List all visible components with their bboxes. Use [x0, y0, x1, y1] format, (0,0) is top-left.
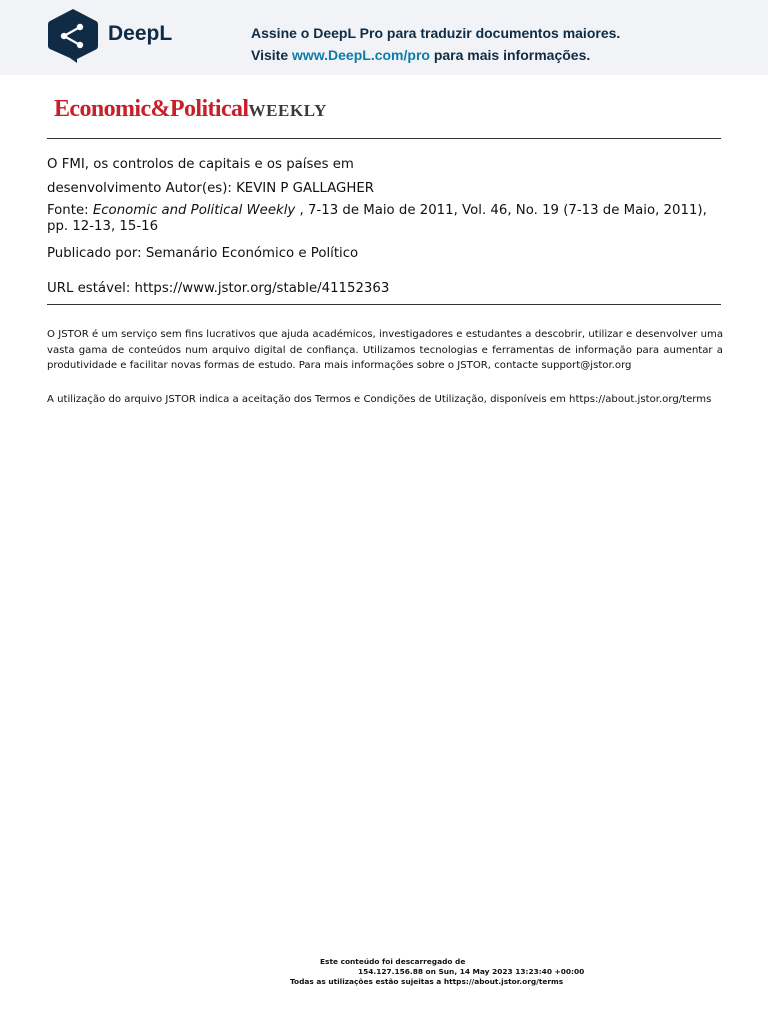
deepl-banner: [0, 0, 768, 75]
masthead-weekly: WEEKLY: [248, 101, 328, 120]
article-source: [47, 203, 723, 235]
article-title-line-1: O FMI, os controlos de capitais e os países em: [47, 157, 354, 172]
source-details: , 7-13 de Maio de 2011, Vol. 46, No. 19 (7-13 de Maio, 2011), pp. 12-13, 15-16: [47, 203, 707, 234]
stable-url[interactable]: URL estável: https://www.jstor.org/stable/41152363: [47, 281, 390, 296]
promo-suffix: para mais informações.: [429, 47, 591, 63]
jstor-description: O JSTOR é um serviço sem fins lucrativos que ajuda académicos, investigadores e estudantes a descobrir, utilizar e desenvolver uma vasta gama de conteúdos num arquivo digital de confiança. Utilizamos tecnologias e ferramentas de informação para aumentar a produtividade e facilitar novas formas de estudo. Para mais informações sobre o JSTOR, contacte support@jstor.org: [47, 329, 723, 372]
footer-ip-timestamp: 154.127.156.88 on Sun, 14 May 2023 13:23:40 +00:00: [358, 967, 585, 976]
footer-downloaded-from: Este conteúdo foi descarregado de: [320, 957, 466, 966]
promo-prefix: Visite: [251, 47, 292, 63]
deepl-wordmark[interactable]: DeepL: [108, 22, 173, 45]
divider-top: [47, 138, 721, 139]
source-journal: Economic and Political Weekly: [92, 203, 296, 218]
divider-middle: [47, 304, 721, 305]
masthead-main: Economic&Political: [54, 96, 249, 122]
promo-line-1: Assine o DeepL Pro para traduzir documentos maiores.: [251, 25, 621, 41]
deepl-logo-icon[interactable]: [47, 8, 99, 64]
source-label: Fonte:: [47, 203, 93, 218]
footer-terms: Todas as utilizações estão sujeitas a https://about.jstor.org/terms: [290, 977, 564, 986]
jstor-terms-notice: A utilização do arquivo JSTOR indica a aceitação dos Termos e Condições de Utilização, disponíveis em https://about.jstor.org/terms: [47, 394, 712, 405]
deepl-pro-link[interactable]: www.DeepL.com/pro: [292, 47, 430, 63]
promo-line-2: [251, 47, 590, 63]
article-publisher: Publicado por: Semanário Económico e Político: [47, 246, 359, 261]
article-title-line-2: desenvolvimento Autor(es): KEVIN P GALLAGHER: [47, 181, 374, 196]
journal-masthead: [54, 96, 327, 123]
